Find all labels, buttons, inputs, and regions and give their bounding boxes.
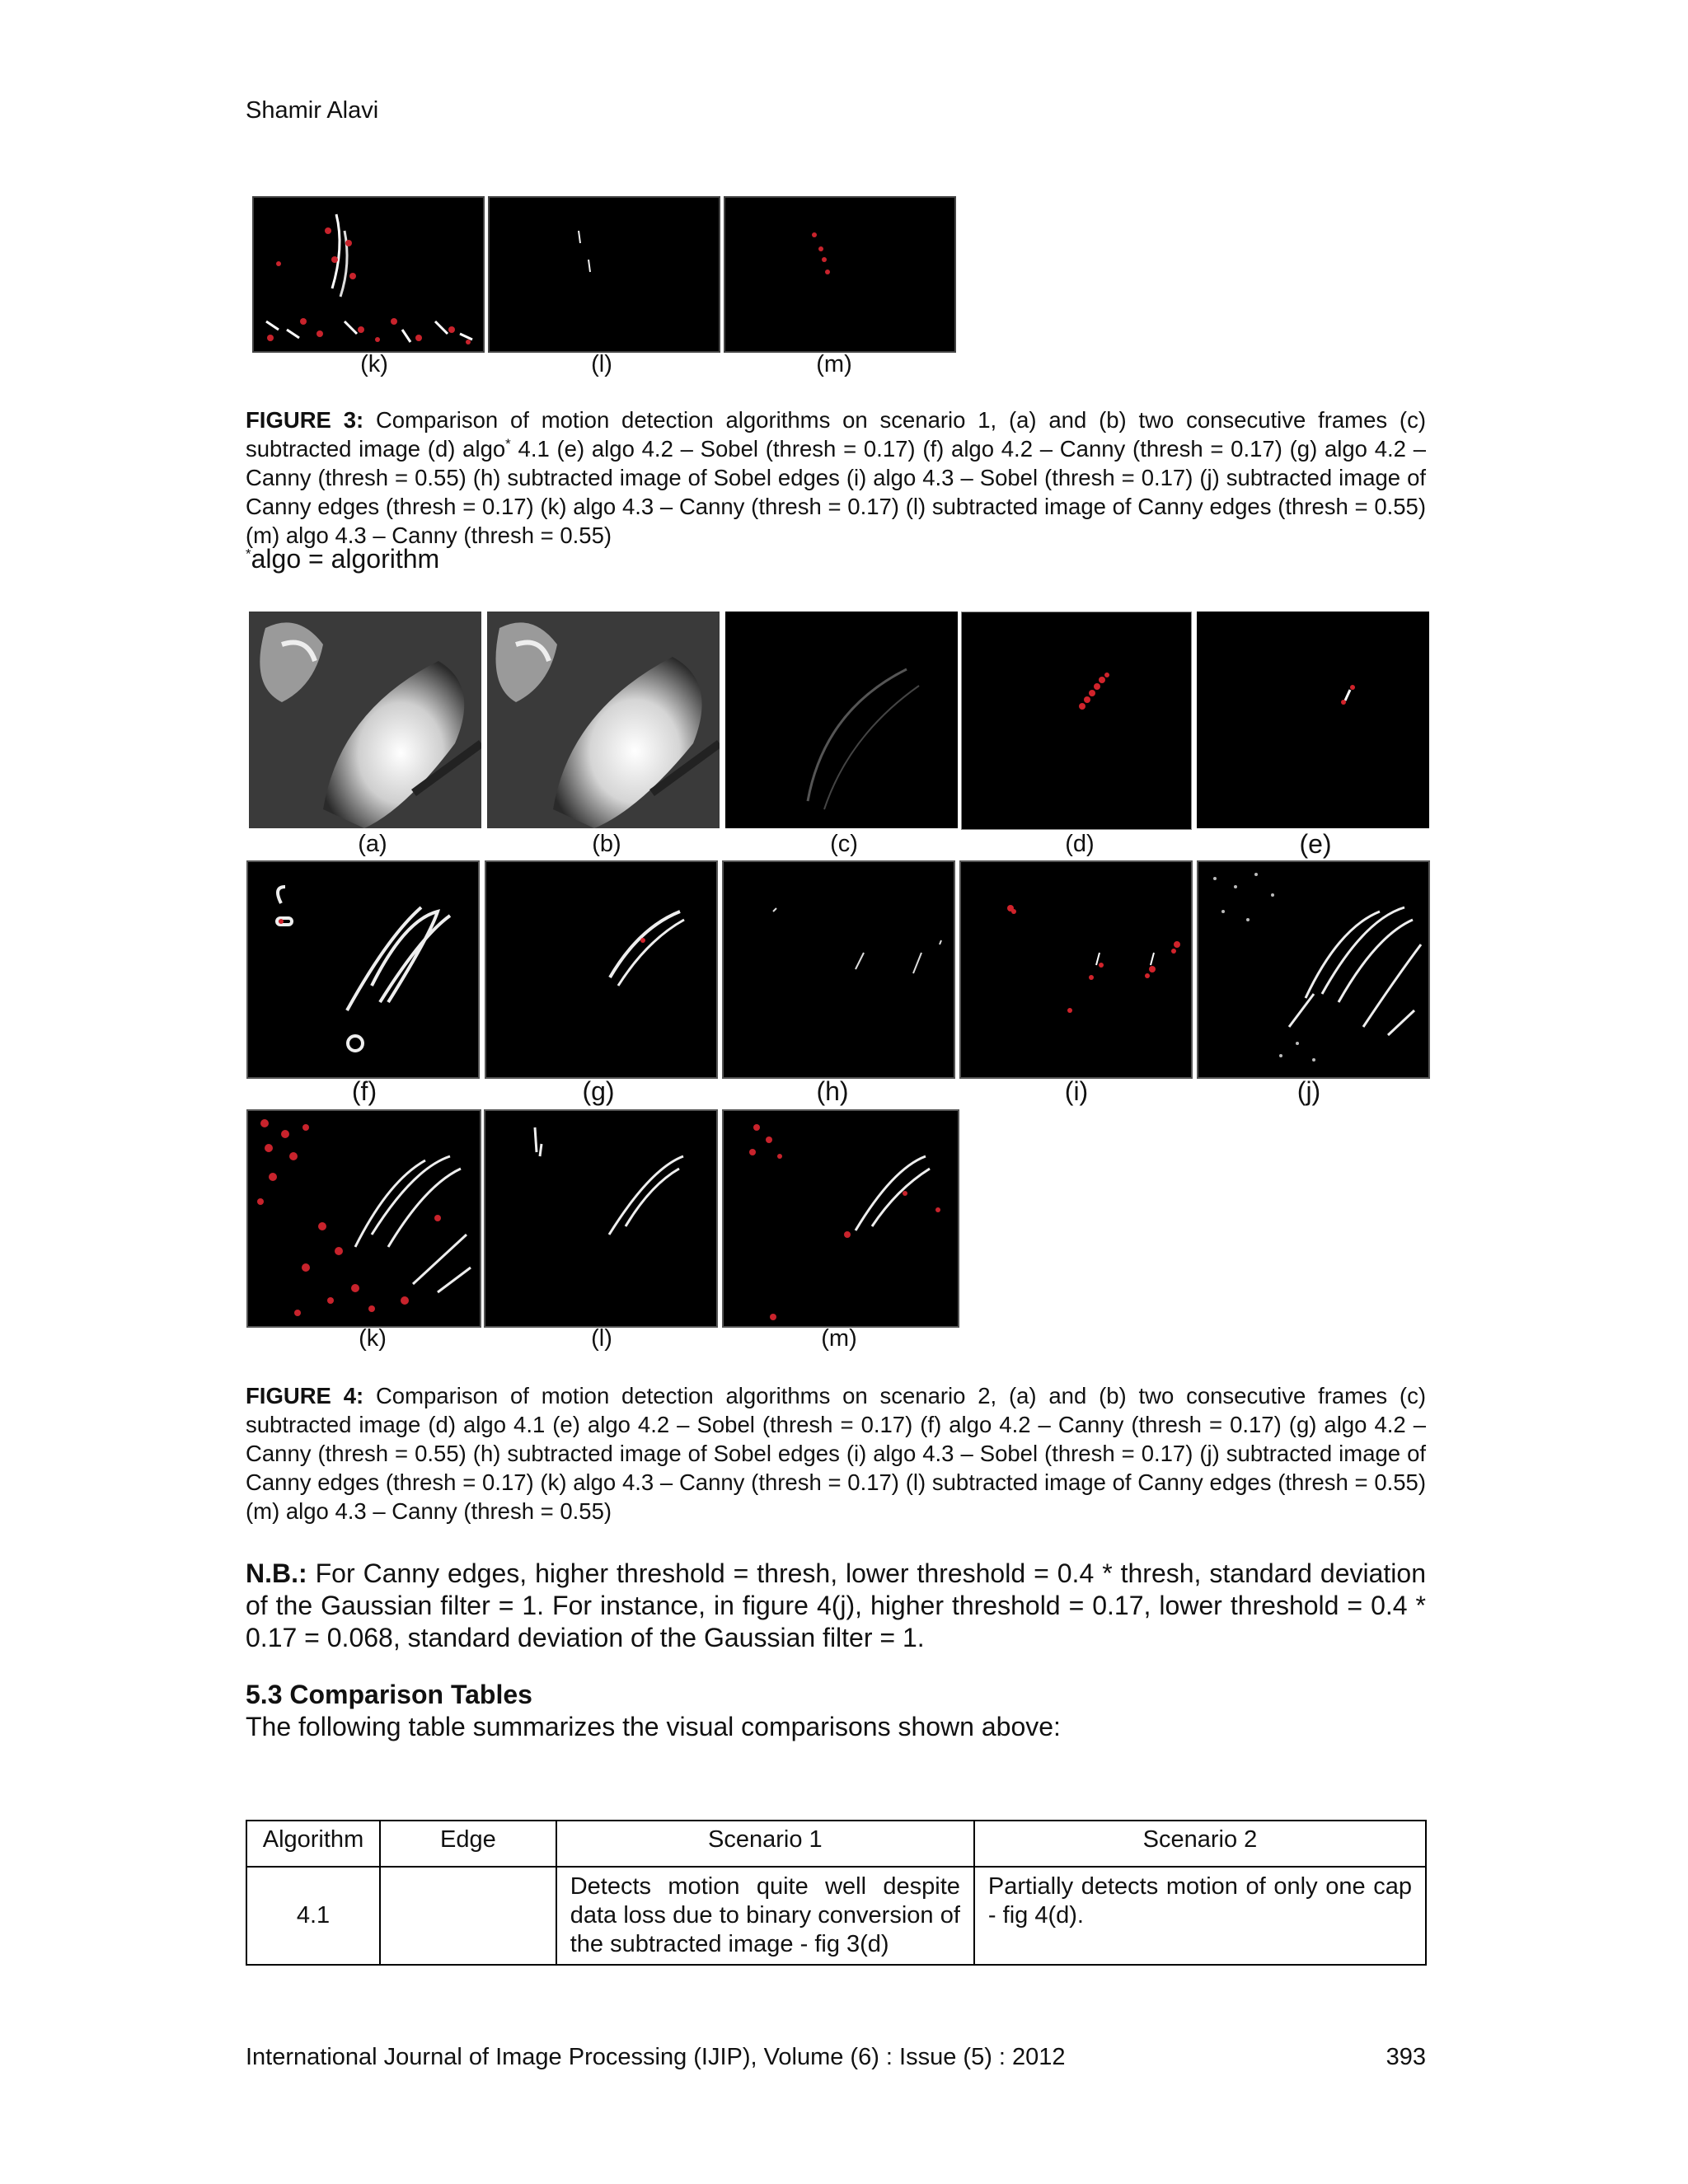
fig4-label-d: (d) — [1065, 831, 1095, 857]
fig4-panel-e — [1197, 612, 1429, 828]
nb-text: For Canny edges, higher threshold = thresh, lower threshold = 0.4 * thresh, standard deviation of the Gaussian filter = 1. For instance, in figure 4(j), higher threshold = 0.17, lower threshold = 0.4 * 0.17 = 0.068, standard deviation of the Gaussian filter = 1. — [246, 1558, 1426, 1652]
fig3-label-k: (k) — [360, 351, 388, 377]
table-header-row — [246, 1821, 1426, 1867]
nb-label: N.B.: — [246, 1558, 307, 1588]
fig4-panel-j — [1197, 860, 1430, 1079]
figure-4-caption — [246, 1381, 1426, 1526]
fig4-panel-k — [246, 1109, 481, 1328]
table-header-algorithm: Algorithm — [246, 1821, 380, 1867]
table-header-edge: Edge — [380, 1821, 556, 1867]
figure-4-caption-text: Comparison of motion detection algorithms on scenario 2, (a) and (b) two consecutive frames (c) subtracted image (d) algo 4.1 (e) algo 4.2 – Sobel (thresh = 0.17) (f) algo 4.2 – Canny (thresh = 0.17) (g) algo 4.2 – Canny (thresh = 0.55) (h) subtracted image of Sobel edges (i) algo 4.3 – Sobel (thresh = 0.17) (j) subtracted image of Canny edges (thresh = 0.17) (k) algo 4.3 – Canny (thresh = 0.17) (l) subtracted image of Canny edges (thresh = 0.55) (m) algo 4.3 – Canny (thresh = 0.55) — [246, 1383, 1426, 1524]
fig4-label-g: (g) — [582, 1076, 615, 1106]
fig4-label-e: (e) — [1299, 829, 1332, 859]
fig4-panel-c-image — [725, 612, 958, 828]
fig4-panel-h-image — [724, 862, 954, 1077]
fig4-panel-c — [725, 612, 958, 828]
section-title: 5.3 Comparison Tables — [246, 1680, 532, 1709]
fig3-panel-l-image — [490, 198, 719, 351]
fig4-panel-h — [722, 860, 955, 1079]
figure-3-caption-text-2: 4.1 (e) algo 4.2 – Sobel (thresh = 0.17) (f) algo 4.2 – Canny (thresh = 0.17) (g) algo 4.2 – Canny (thresh = 0.55) (h) subtracted image of Sobel edges (i) algo 4.3 – Sobel (thresh = 0.17) (j) subtracted image of Canny edges (thresh = 0.17) (k) algo 4.3 – Canny (thresh = 0.17) (l) subtracted image of Canny edges (thresh = 0.55) (m) algo 4.3 – Canny (thresh = 0.55) — [246, 436, 1426, 548]
table-header-scenario-2: Scenario 2 — [974, 1821, 1426, 1867]
fig4-label-b: (b) — [592, 831, 621, 857]
table-cell-scenario-1: Detects motion quite well despite data loss due to binary conversion of the subtracted image - fig 3(d) — [556, 1867, 974, 1965]
fig4-panel-i-image — [961, 862, 1191, 1077]
figure-3-caption — [246, 405, 1426, 550]
running-header-author: Shamir Alavi — [246, 97, 379, 124]
fig3-label-m: (m) — [816, 351, 852, 377]
fig4-label-l: (l) — [591, 1325, 612, 1352]
fig4-panel-m — [722, 1109, 959, 1328]
fig4-panel-a — [249, 612, 481, 828]
fig4-panel-d — [961, 612, 1192, 830]
figure-3-caption-label: FIGURE 3: — [246, 407, 364, 433]
comparison-table — [246, 1820, 1427, 1966]
fig4-label-m: (m) — [821, 1325, 857, 1352]
table-header-scenario-1: Scenario 1 — [556, 1821, 974, 1867]
fig3-panel-m-image — [725, 198, 954, 351]
fig4-label-k: (k) — [359, 1325, 387, 1352]
fig4-label-f: (f) — [351, 1076, 377, 1106]
fig4-panel-a-image — [249, 612, 481, 828]
fig4-label-a: (a) — [358, 831, 387, 857]
figure-4-caption-label: FIGURE 4: — [246, 1383, 364, 1408]
fig4-panel-g-image — [486, 862, 716, 1077]
fig4-panel-k-image — [248, 1111, 480, 1326]
fig4-panel-d-image — [962, 612, 1191, 829]
footnote — [246, 544, 439, 574]
table-row — [246, 1867, 1426, 1965]
page-number: 393 — [1386, 2044, 1426, 2070]
fig4-panel-i — [959, 860, 1193, 1079]
figure-3-caption-text-1: Comparison of motion detection algorithms on scenario 1, (a) and (b) two consecutive frames (c) subtracted image (d) algo — [246, 407, 1426, 462]
fig4-label-i: (i) — [1064, 1076, 1089, 1106]
footnote-asterisk: * — [246, 546, 251, 562]
fig3-panel-k-image — [254, 198, 483, 351]
fig4-panel-f-image — [248, 862, 478, 1077]
fig4-label-j: (j) — [1296, 1076, 1321, 1106]
fig3-label-l: (l) — [591, 351, 612, 377]
fig4-panel-g — [485, 860, 718, 1079]
figure-3-caption-asterisk: * — [505, 435, 511, 452]
footnote-text: algo = algorithm — [251, 544, 440, 574]
fig4-panel-f — [246, 860, 480, 1079]
fig4-label-h: (h) — [816, 1076, 849, 1106]
fig4-panel-l-image — [485, 1111, 716, 1326]
table-cell-edge — [380, 1867, 556, 1965]
fig4-label-c: (c) — [830, 831, 858, 857]
table-cell-scenario-2: Partially detects motion of only one cap - fig 4(d). — [974, 1867, 1426, 1965]
nb-paragraph — [246, 1558, 1426, 1654]
table-cell-algorithm: 4.1 — [246, 1867, 380, 1965]
fig3-panel-k — [252, 196, 485, 353]
fig3-panel-m — [724, 196, 956, 353]
section-intro: The following table summarizes the visual comparisons shown above: — [246, 1712, 1061, 1741]
fig4-panel-l — [484, 1109, 718, 1328]
fig4-panel-b-image — [487, 612, 720, 828]
fig4-panel-b — [487, 612, 720, 828]
fig4-panel-e-image — [1197, 612, 1429, 828]
fig4-panel-m-image — [724, 1111, 958, 1326]
fig3-panel-l — [488, 196, 720, 353]
fig4-panel-j-image — [1198, 862, 1428, 1077]
footer-journal: International Journal of Image Processing (IJIP), Volume (6) : Issue (5) : 2012 — [246, 2044, 1066, 2070]
